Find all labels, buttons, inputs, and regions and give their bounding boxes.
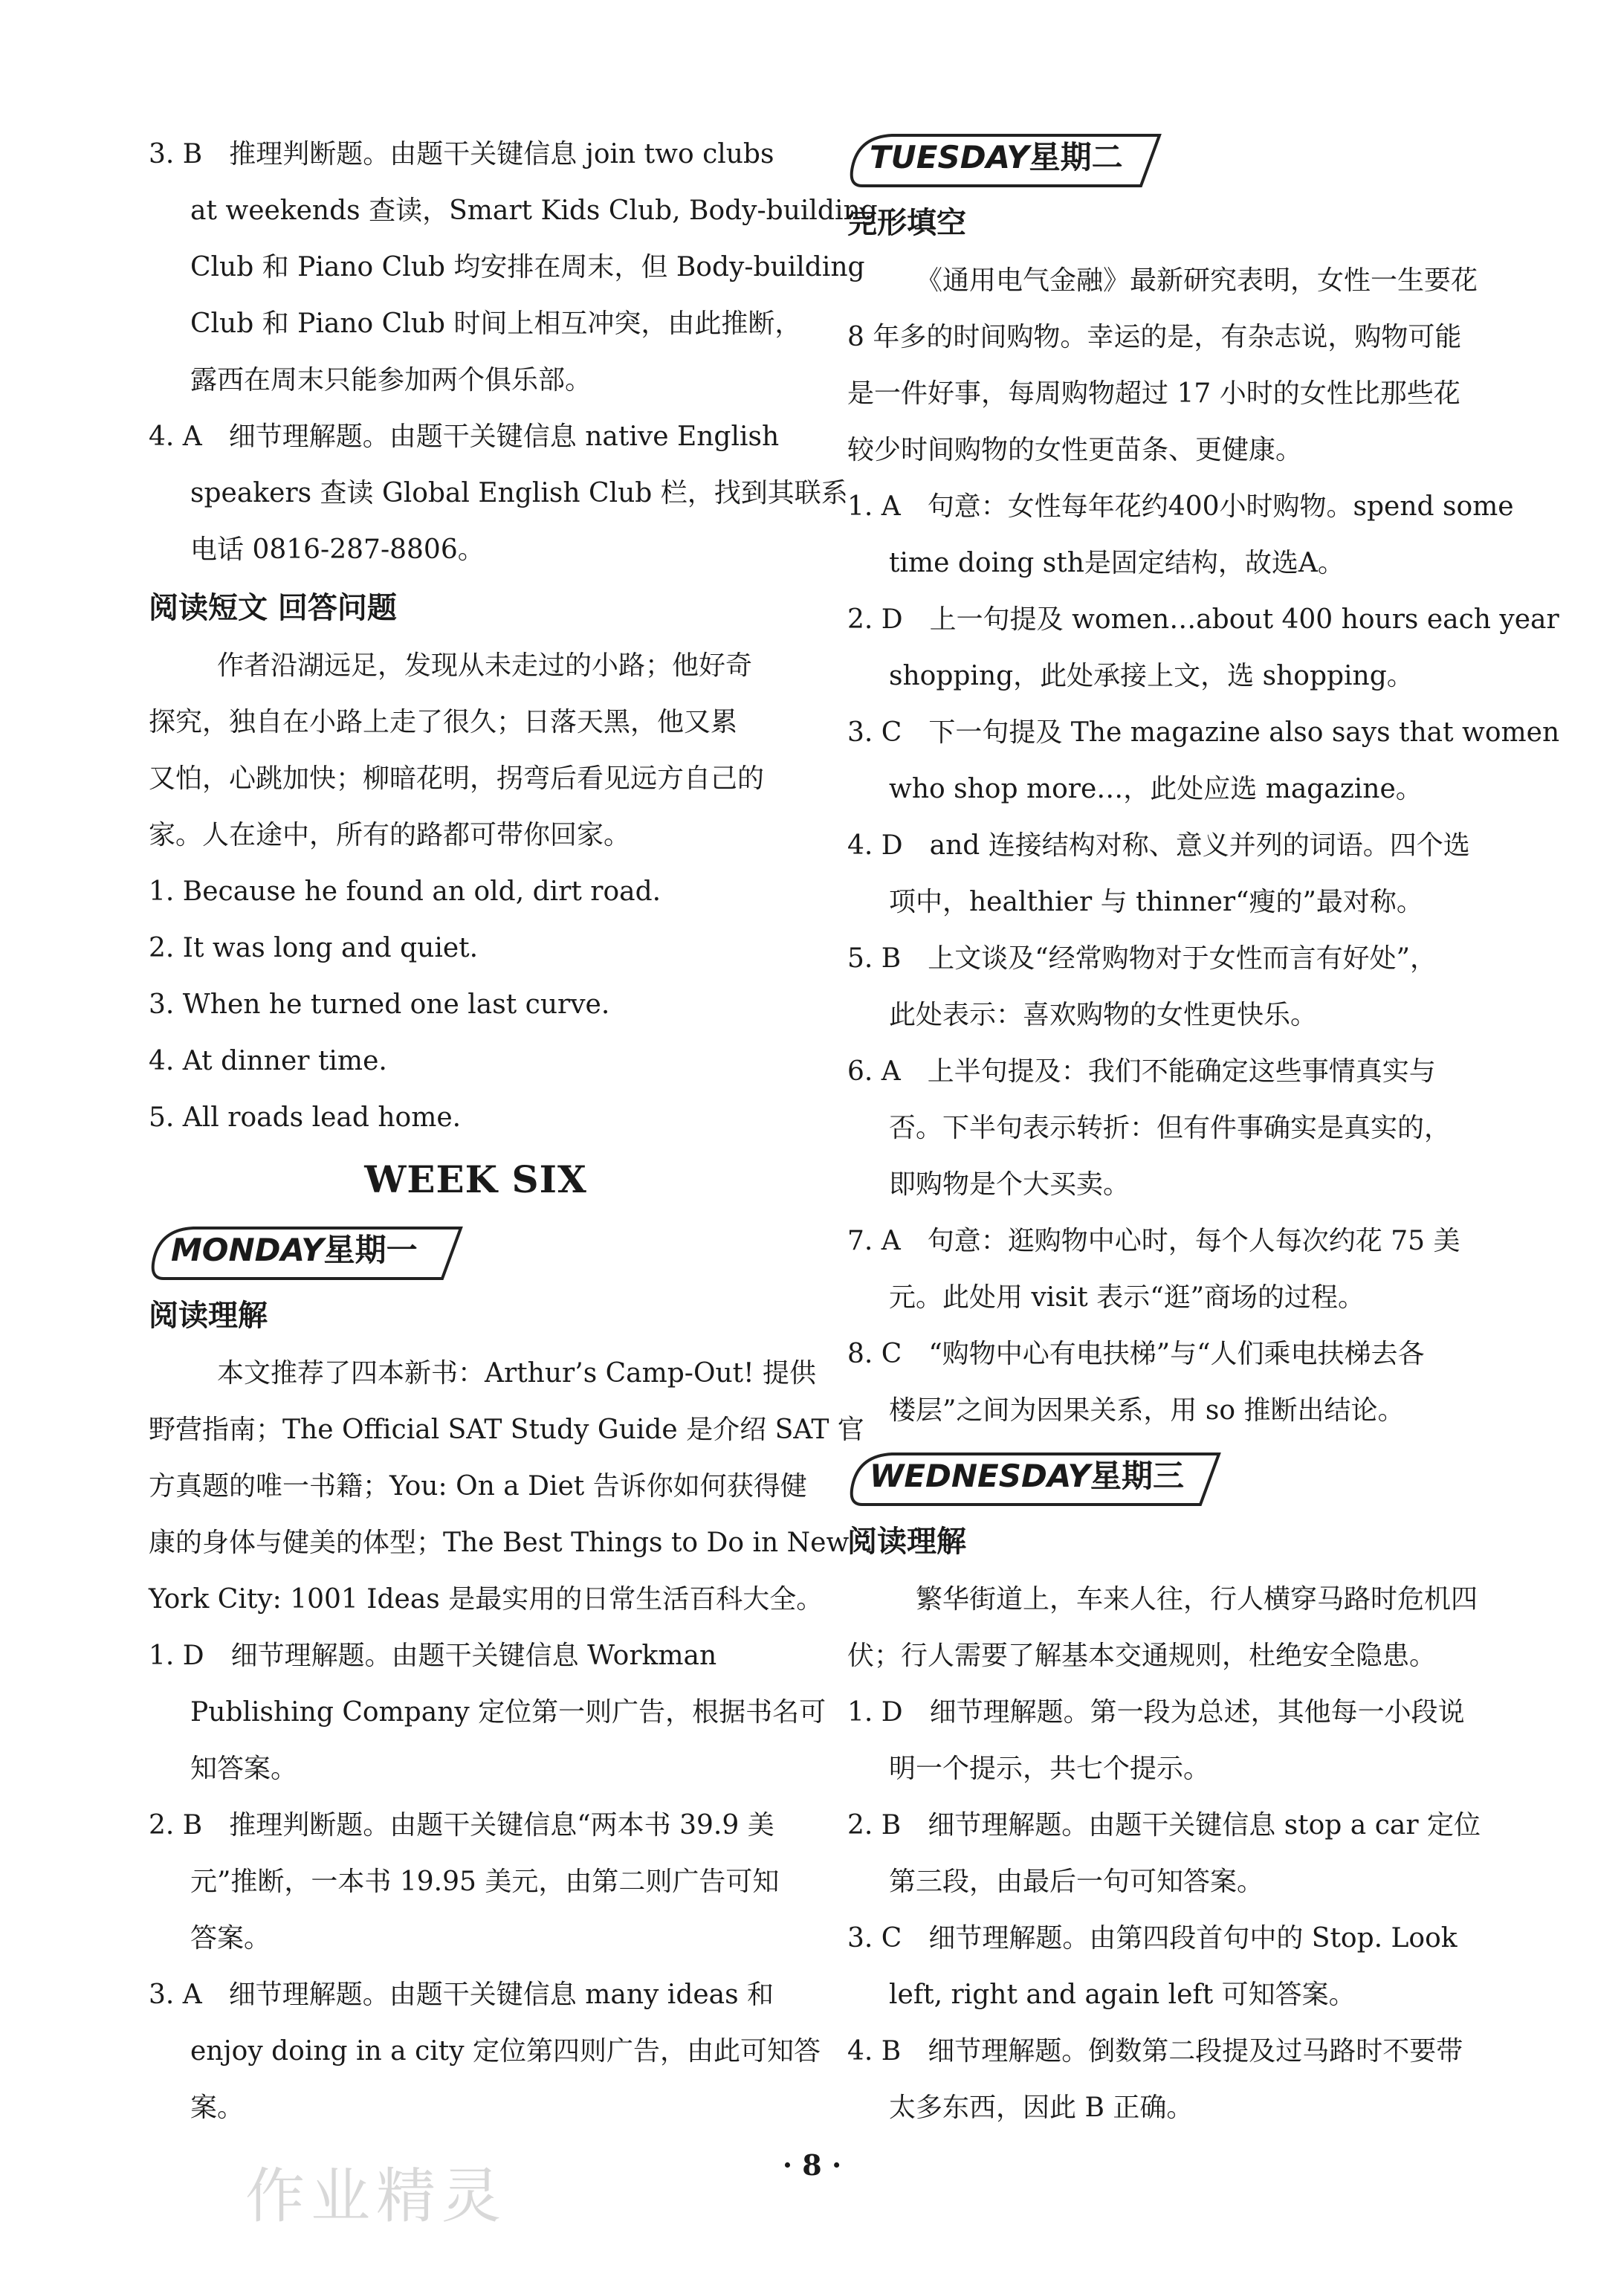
- monday-section-title: 阅读理解: [149, 1299, 268, 1333]
- text-line: time doing sth是固定结构，故选A。: [889, 548, 1345, 578]
- text-line: 4. B 细节理解题。倒数第二段提及过马路时不要带: [847, 2036, 1463, 2067]
- text-line: 繁华街道上，车来人往，行人横穿马路时危机四: [916, 1584, 1478, 1615]
- monday-intro: [149, 1345, 864, 1628]
- left-top-items: [149, 126, 878, 578]
- text-line: shopping，此处承接上文，选 shopping。: [889, 661, 1414, 691]
- text-line: 《通用电气金融》最新研究表明，女性一生要花: [916, 265, 1478, 296]
- text-line: 3. C 下一句提及 The magazine also says that women: [847, 717, 1560, 748]
- text-line: 2. B 细节理解题。由题干关键信息 stop a car 定位: [847, 1810, 1481, 1841]
- text-line: 即购物是个大买卖。: [889, 1169, 1130, 1200]
- reading-section-title: 阅读短文 回答问题: [149, 591, 397, 625]
- text-line: 是一件好事，每周购物超过 17 小时的女性比那些花: [847, 378, 1460, 409]
- wed-intro: [847, 1571, 1501, 1684]
- text-line: 2. D 上一句提及 women…about 400 hours each year: [847, 604, 1559, 635]
- text-line: 元。此处用 visit 表示“逛”商场的过程。: [889, 1282, 1365, 1313]
- text-line: enjoy doing in a city 定位第四则广告，由此可知答: [190, 2036, 821, 2067]
- text-line: 方真题的唯一书籍；You: On a Diet 告诉你如何获得健: [149, 1471, 807, 1502]
- wednesday-banner: [847, 1445, 1501, 1512]
- watermark: 作业精灵: [245, 2162, 507, 2231]
- text-line: York City: 1001 Ideas 是最实用的日常生活百科大全。: [149, 1584, 824, 1615]
- text-line: 伏；行人需要了解基本交通规则，杜绝安全隐患。: [847, 1641, 1437, 1671]
- reading-answers: [149, 864, 803, 1146]
- text-line: 项中，healthier 与 thinner“瘦的”最对称。: [889, 887, 1423, 917]
- text-line: 野营指南；The Official SAT Study Guide 是介绍 SAT 官: [149, 1415, 864, 1445]
- text-line: 4. A 细节理解题。由题干关键信息 native English: [149, 421, 780, 452]
- wed-items: [847, 1684, 1501, 2136]
- text-line: 5. All roads lead home.: [149, 1102, 462, 1133]
- text-line: 太多东西，因此 B 正确。: [889, 2093, 1194, 2123]
- text-line: 1. Because he found an old, dirt road.: [149, 876, 661, 907]
- text-line: 2. B 推理判断题。由题干关键信息“两本书 39.9 美: [149, 1810, 774, 1841]
- left-column: [149, 126, 878, 2136]
- text-line: 此处表示：喜欢购物的女性更快乐。: [889, 1000, 1318, 1030]
- text-line: Publishing Company 定位第一则广告，根据书名可: [190, 1697, 826, 1728]
- cloze-items: [847, 479, 1560, 1439]
- text-line: 3. A 细节理解题。由题干关键信息 many ideas 和: [149, 1980, 774, 2010]
- text-line: 探究，独自在小路上走了很久；日落天黑，他又累: [149, 707, 738, 737]
- text-line: Club 和 Piano Club 均安排在周末，但 Body-building: [190, 252, 865, 282]
- text-line: 3. C 细节理解题。由第四段首句中的 Stop. Look: [847, 1923, 1458, 1954]
- text-line: 4. D and 连接结构对称、意义并列的词语。四个选: [847, 830, 1470, 861]
- text-line: 楼层”之间为因果关系，用 so 推断出结论。: [889, 1395, 1405, 1426]
- tuesday-label: TUESDAY星期二: [870, 139, 1123, 175]
- monday-banner: [149, 1219, 803, 1286]
- text-line: 否。下半句表示转折：但有件事确实是真实的，: [889, 1113, 1452, 1143]
- text-line: 1. A 句意：女性每年花约400小时购物。spend some: [847, 491, 1514, 522]
- text-line: 案。: [190, 2093, 245, 2123]
- wed-section-title: 阅读理解: [847, 1525, 966, 1559]
- text-line: 8. C “购物中心有电扶梯”与“人们乘电扶梯去各: [847, 1339, 1425, 1369]
- text-line: 4. At dinner time.: [149, 1046, 387, 1076]
- page-number: · 8 ·: [782, 2148, 842, 2182]
- text-line: 电话 0816-287-8806。: [190, 534, 485, 565]
- cloze-intro: [847, 253, 1501, 479]
- monday-label: MONDAY星期一: [171, 1232, 418, 1268]
- text-line: 较少时间购物的女性更苗条、更健康。: [847, 435, 1303, 465]
- text-line: 明一个提示，共七个提示。: [889, 1754, 1211, 1784]
- text-line: 又怕，心跳加快；柳暗花明，拐弯后看见远方自己的: [149, 763, 765, 794]
- tuesday-banner: [847, 126, 1501, 193]
- week-title: WEEK SIX: [364, 1157, 587, 1201]
- text-line: 第三段，由最后一句可知答案。: [889, 1867, 1264, 1897]
- text-line: 本文推荐了四本新书：Arthur’s Camp-Out! 提供: [217, 1358, 817, 1389]
- text-line: left, right and again left 可知答案。: [889, 1980, 1356, 2010]
- text-line: 知答案。: [190, 1754, 298, 1784]
- text-line: 1. D 细节理解题。由题干关键信息 Workman: [149, 1641, 717, 1671]
- text-line: 7. A 句意：逛购物中心时，每个人每次约花 75 美: [847, 1226, 1460, 1256]
- text-line: 答案。: [190, 1923, 271, 1954]
- text-line: 康的身体与健美的体型；The Best Things to Do in New: [149, 1528, 850, 1558]
- text-line: 露西在周末只能参加两个俱乐部。: [190, 365, 592, 395]
- text-line: 2. It was long and quiet.: [149, 933, 479, 963]
- reading-intro: [149, 638, 803, 864]
- wednesday-label: WEDNESDAY星期三: [870, 1458, 1184, 1494]
- text-line: 8 年多的时间购物。幸运的是，有杂志说，购物可能: [847, 322, 1462, 352]
- right-column: [847, 126, 1560, 2136]
- text-line: at weekends 查读，Smart Kids Club, Body-building: [190, 196, 878, 226]
- text-line: speakers 查读 Global English Club 栏，找到其联系: [190, 478, 848, 508]
- text-line: 6. A 上半句提及：我们不能确定这些事情真实与: [847, 1056, 1436, 1087]
- text-line: 3. B 推理判断题。由题干关键信息 join two clubs: [149, 139, 774, 169]
- text-line: who shop more…，此处应选 magazine。: [889, 774, 1423, 804]
- text-line: Club 和 Piano Club 时间上相互冲突，由此推断，: [190, 308, 802, 339]
- text-line: 作者沿湖远足，发现从未走过的小路；他好奇: [217, 650, 753, 681]
- text-line: 元”推断，一本书 19.95 美元，由第二则广告可知: [190, 1867, 780, 1897]
- text-line: 1. D 细节理解题。第一段为总述，其他每一小段说: [847, 1697, 1465, 1728]
- text-line: 3. When he turned one last curve.: [149, 989, 610, 1020]
- text-line: 家。人在途中，所有的路都可带你回家。: [149, 820, 631, 850]
- monday-items: [149, 1628, 826, 2136]
- cloze-section-title: 完形填空: [847, 206, 966, 240]
- text-line: 5. B 上文谈及“经常购物对于女性而言有好处”，: [847, 943, 1437, 974]
